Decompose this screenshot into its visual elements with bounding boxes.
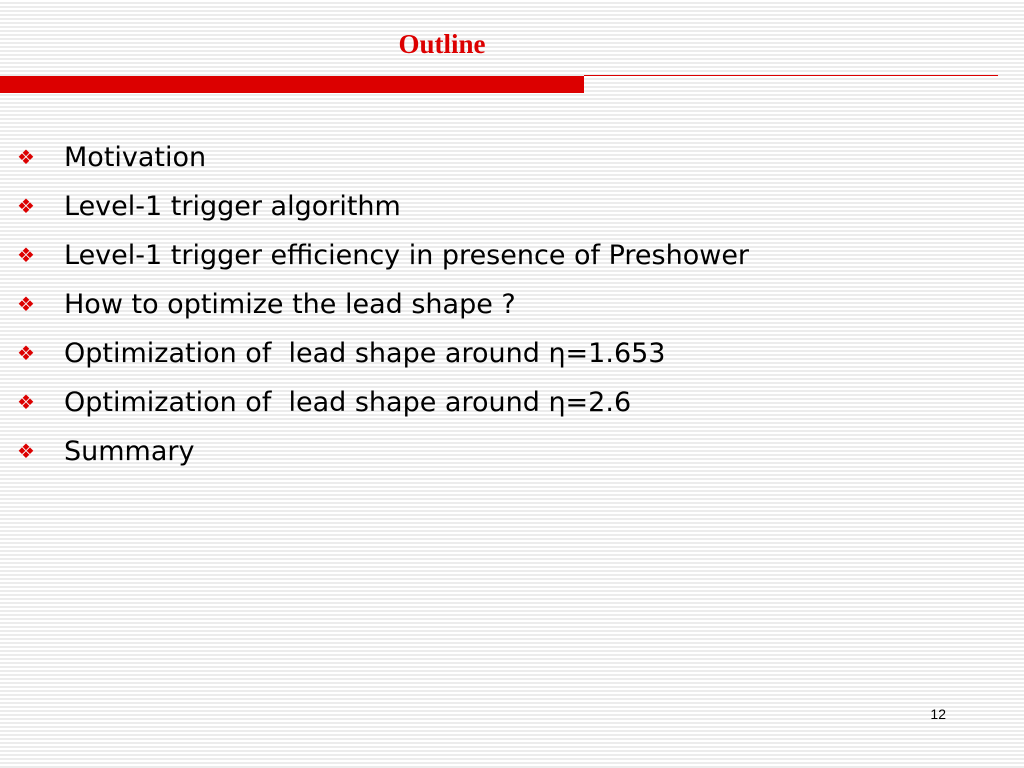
four-diamond-bullet-icon: ❖ <box>17 145 35 169</box>
slide-title: Outline <box>398 29 486 59</box>
title-underline-thin-line <box>584 75 998 76</box>
four-diamond-bullet-icon: ❖ <box>17 439 35 463</box>
outline-item-text: Level-1 trigger algorithm <box>64 191 401 222</box>
four-diamond-bullet-icon: ❖ <box>17 243 35 267</box>
four-diamond-bullet-icon: ❖ <box>17 194 35 218</box>
outline-item-text: Level-1 trigger efficiency in presence of Preshower <box>64 240 750 271</box>
title-underline-thick-bar <box>0 76 584 93</box>
four-diamond-bullet-icon: ❖ <box>17 292 35 316</box>
outline-item-text: Motivation <box>64 142 207 173</box>
outline-item-text: How to optimize the lead shape ? <box>64 289 516 320</box>
four-diamond-bullet-icon: ❖ <box>17 390 35 414</box>
outline-item-text: Optimization of lead shape around η=1.653 <box>64 338 666 369</box>
title-underline <box>0 73 1000 93</box>
four-diamond-bullet-icon: ❖ <box>17 341 35 365</box>
outline-item-text: Summary <box>64 436 195 467</box>
page-number: 12 <box>930 706 946 722</box>
outline-item-text: Optimization of lead shape around η=2.6 <box>64 387 632 418</box>
